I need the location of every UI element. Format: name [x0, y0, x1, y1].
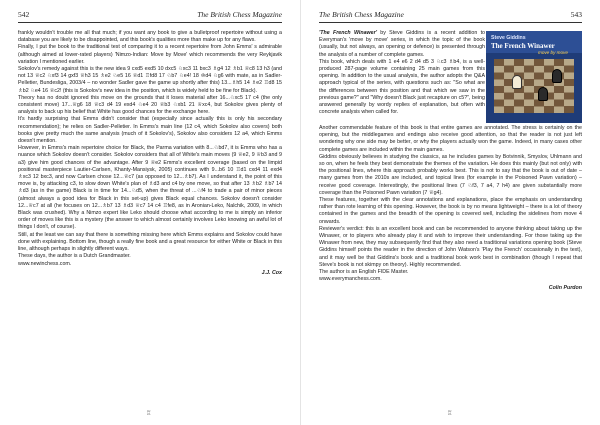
paragraph: Finally, I put the book to the traditional test of comparing it to a recent repertoire from John Emms' s admirable (although aimed at lower-rated players) 'Nimzo-Indian: Move by Move' which recommends the very Reykjavik variation I mentioned earlier.: [18, 44, 282, 65]
chess-piece-icon: [552, 69, 562, 83]
chess-piece-icon: [538, 87, 548, 101]
publisher-website: www.everymanchess.com.: [319, 276, 382, 283]
publisher-website: www.newinchess.com.: [18, 260, 72, 267]
paragraph: The author is an English FIDE Master.: [319, 269, 409, 276]
paragraph: Giddins obviously believes in studying the classics, as he includes games by Botvinnik, Smyslov, Uhlmann and so on, when he feels they best demonstrate the themes of the variation. He does this mainly (but not only) with the positional lines, where this approach probably works best. This is not to say that the book is out of date – many games from the 2010s are included, and topical lines (for example in the Poisoned Pawn variation) – receive good coverage. Interestingly, the positional lines (7 ♘f3, 7 a4, 7 h4) are given substantially more coverage than the Poisoned Pawn variation (7 ♕g4).: [319, 153, 582, 196]
reviewer-signature: Colin Purdon: [548, 285, 582, 292]
page-footer-mark: ♖: [447, 411, 453, 417]
magazine-title: The British Chess Magazine: [197, 10, 282, 19]
paragraph: Still, at the least we can say that there is something missing here which Emms explains and Sokolov could have done with explaining. Bottom line, though a really fine book and a great resource for either White or Black in this line, although perhaps in slightly different ways.: [18, 231, 282, 253]
paragraph: Reviewer's verdict: this is an excellent book and can be recommended to anyone thinking about taking up the Winawer, or to players who already play it and wish to improve their understanding. For those taking up the Winawer from new, they may subsequently find that they also need a traditional variations opening book (Steve Giddins himself points the reader in the direction of John Watson's 'Play the French' occasionally in the text), and it may well be that Giddins's book and a traditional book work best in combination (though I repeat that Steve's book is not skimpy on theory). Highly recommended.: [319, 225, 582, 268]
reviewer-signature: J.J. Cox: [261, 269, 282, 276]
review-text: [18, 30, 282, 277]
paragraph: Sokolov's remedy against this is the new idea 9 cxd5 exd5 10 dxc5 ♘xc3 11 bxc3 ♗g4 12 ♗b1 ♕c8 13 h3 (and not 13 ♕c2 ♘xf3 14 gxf3 ♕h3 15 ♗e2 ♘e5 16 ♕d1 ♖fd8 17 ♘b7 ♘e4! 18 ♔d4 ♘g6 with mate, as in Sadler-Pelletier, Bundesliga, 2003/4 – no wonder Sadler gave the game up shortly after this) 13...♗h5 14 ♗e2 ♖d8 15 ♗b2 ♘e4 16 ♕c2! (this is Sokolov's new idea in the position, which is widely held to be fine for Black).: [18, 66, 282, 94]
cover-title: The French Winawer: [491, 42, 555, 50]
paragraph: These days, the author is a Dutch Grandmaster.: [18, 253, 131, 260]
paragraph: Another commendable feature of this book is that entire games are annotated. The stress is certainly on the opening, but the middlegames and endings also receive good attention, so that the reader is not just left wondering why one side may be better, or why the players actually won the game. Indeed, in many cases other complete games are included within the main games.: [319, 125, 582, 153]
book-title-lead: 'The French Winawer': [319, 30, 377, 36]
intro-text: by Steve Giddins is a recent addition to Everyman's 'move by move' series, in which the topic of the book (usually, but not always, an opening or defence) is presented through the analysis of a number of complete games.: [319, 30, 485, 58]
page-footer-mark: ♖: [146, 411, 152, 417]
chessboard-illustration: [494, 59, 574, 113]
review-text: [319, 125, 582, 293]
intro-column: [319, 30, 485, 116]
paragraph: Theory has no doubt ignored this move on the grounds that it loses material after 16...♘xc5 17 c4 (the only consistent move) 17...♕g6 18 ♕c3 d4 19 exd4 ♘e4 20 ♕b3 ♘xb1 21 ♕xc4, but Sokolov gives plenty of analysis to back up his belief that White has good chances for the exchange here.: [18, 94, 282, 116]
cover-author: Steve Giddins: [491, 35, 526, 41]
paragraph: However, in Emms's main repertoire choice for Black, the Parma variation with 8...♘bd7, it is Emms who has a nuance which Sokolov doesn't consider. Sokolov considers that all of White's main moves (9 ♕e2, 9 ♕b3 and 9 a3) give him good chances of the advantage. After 9 ♕e2 Emms's excellent coverage (based on the limpid positional masterpiece Lautier-Carlsen, Khanty-Mansiysk, 2005) continues with 9...b6 10 ♖d1 cxd4 11 exd4 ♗xc3 12 bxc3, and now Carlsen chose 12...♕c7 (as opposed to 12...♗b7). As I understand it, the point of this move is, by attacking c3, to slow down White's plan of ♗d3 and c4 by one move, so that after 13 ♗b2 ♗b7 14 ♗d3 (as in the game) Black is in time for 14...♘d5, when the threat of ...♘f4 to trade a pair of minor pieces (almost always a good idea for Black in this set-up) gives Black equal chances. Sokolov doesn't consider 12...♕c7 at all (he focuses on 12...♗b7 13 ♗d3 ♕c7 14 c4 ♖fe8, as in Aronian-Leko, Nalchik, 2009, in which Black was crushed). Why a Nimzo expert like Leko should choose what according to me is simply an inferior order of moves like this is a mystery (the answer to which almost certainly involves Leko knowing an awful lot of things I don't, of course).: [18, 145, 282, 231]
paragraph: These features, together with the clear annotations and explanations, place the emphasis on understanding rather than rote learning of this opening. However, the book is by no means lightweight – there is a lot of theory contained in the games and the breadth of the opening is covered well, including the sidelines from move 4 onwards.: [319, 197, 582, 225]
book-cover-image: [486, 31, 582, 123]
paragraph: [319, 30, 485, 59]
cover-subtitle: move by move: [538, 50, 568, 55]
right-page: [300, 0, 600, 425]
page-number: 543: [570, 10, 582, 19]
paragraph: frankly wouldn't trouble me all that much; if you want any book to give a bulletproof repertoire without using a database you are likely to be disappointed, and this book's qualities more than make up for any flaws.: [18, 30, 282, 44]
header-rule: [18, 22, 282, 23]
paragraph: It's hardly surprising that Emms didn't consider that (especially since actually this is only his secondary recommendation); he relies on Sadler-Pelletier. In Emms's main line (12 c4, which Sokolov also covers) both books give pretty much the same analysis (much of it Sokolov's), Sokolov also considers 12 a4, which Emms doesn't mention.: [18, 116, 282, 145]
header-rule: [319, 22, 582, 23]
paragraph: This book, which deals with 1 e4 e6 2 d4 d5 3 ♘c3 ♗b4, is a well-produced 287-page volume containing 25 main games from this opening. In addition to the usual analysis, the author adopts the Q&A approach typical of the series, with questions such as: "So what are the differences between this position and that which we saw in the previous game?" and "Why doesn't Black just recapture on c5?", being answered generally by wordy replies of explanation, but often with concrete analysis when called for.: [319, 58, 485, 116]
chess-piece-icon: [512, 75, 522, 89]
magazine-title: The British Chess Magazine: [319, 10, 404, 19]
page-number: 542: [18, 10, 30, 19]
